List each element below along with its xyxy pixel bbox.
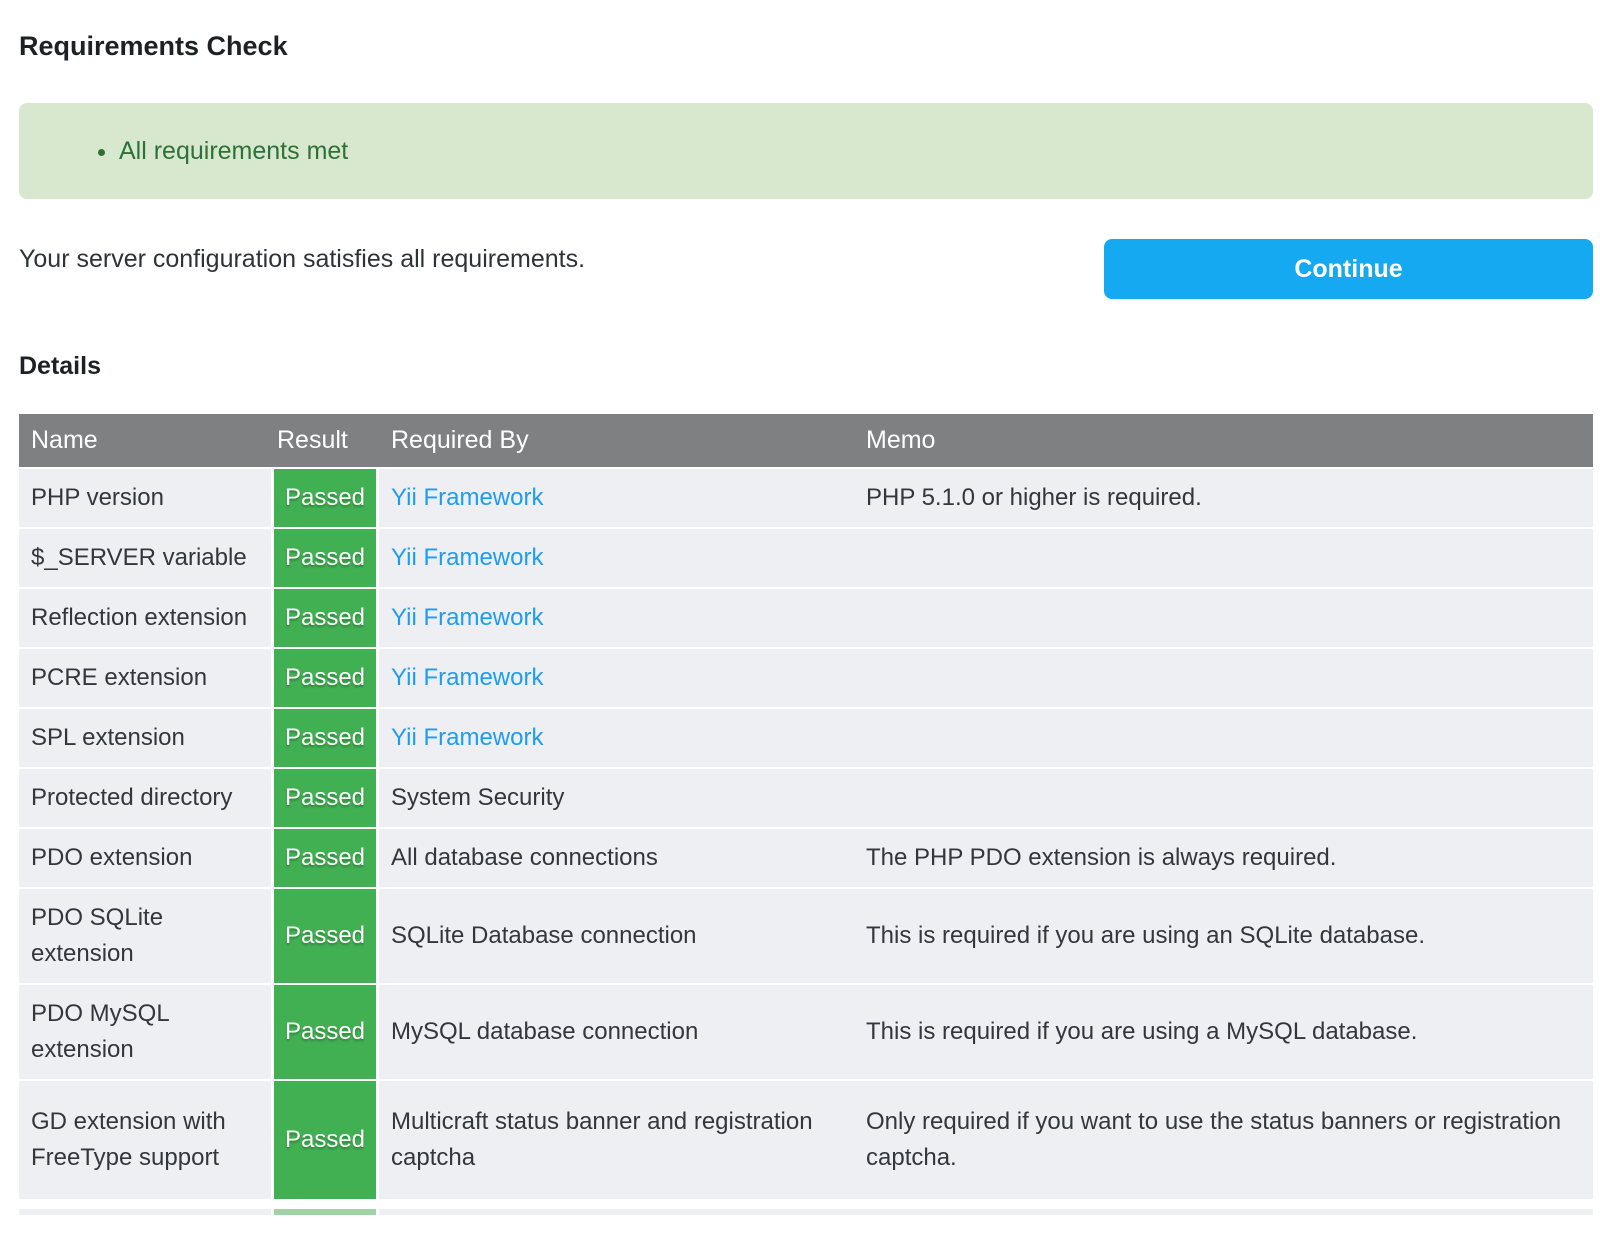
table-row: [19, 769, 1593, 829]
required-by-link[interactable]: Yii Framework: [391, 724, 544, 751]
table-row: [19, 589, 1593, 649]
result-cell: Passed: [271, 829, 379, 889]
page-title: Requirements Check: [19, 31, 288, 61]
memo-cell: [854, 769, 1593, 829]
result-cell: Passed: [271, 709, 379, 769]
name-cell: PDO SQLite extension: [19, 889, 271, 985]
memo-cell: This is required if you are using a MySQL database.: [854, 985, 1593, 1081]
required-by-cell: All database connections: [379, 829, 854, 889]
memo-cell: This is required if you are using an SQLite database.: [854, 889, 1593, 985]
header-result: Result: [271, 414, 379, 469]
required-by-cell: MySQL database connection: [379, 985, 854, 1081]
name-cell: SPL extension: [19, 709, 271, 769]
requirements-alert: [19, 103, 1593, 199]
table-row: [19, 829, 1593, 889]
config-status-row: [19, 239, 1593, 299]
result-cell: Passed: [271, 649, 379, 709]
table-row: [19, 709, 1593, 769]
header-required-by: Required By: [379, 414, 854, 469]
cutoff-name-cell: [19, 1209, 271, 1215]
table-row: [19, 985, 1593, 1081]
table-row: [19, 889, 1593, 985]
result-cell: Passed: [271, 985, 379, 1081]
required-by-link[interactable]: Yii Framework: [391, 604, 544, 631]
name-cell: PCRE extension: [19, 649, 271, 709]
required-by-cell: System Security: [379, 769, 854, 829]
required-by-link[interactable]: Yii Framework: [391, 484, 544, 511]
alert-item: • All requirements met: [119, 136, 348, 166]
cutoff-row: [19, 1209, 1593, 1215]
table-row: [19, 649, 1593, 709]
name-cell: PHP version: [19, 469, 271, 529]
required-by-cell: Multicraft status banner and registration captcha: [379, 1081, 854, 1201]
continue-button[interactable]: Continue: [1104, 239, 1593, 299]
result-cell: Passed: [271, 769, 379, 829]
memo-cell: The PHP PDO extension is always required.: [854, 829, 1593, 889]
table-header-row: [19, 414, 1593, 469]
memo-cell: PHP 5.1.0 or higher is required.: [854, 469, 1593, 529]
table-row: [19, 469, 1593, 529]
name-cell: Protected directory: [19, 769, 271, 829]
name-cell: $_SERVER variable: [19, 529, 271, 589]
table-row: [19, 529, 1593, 589]
header-name: Name: [19, 414, 271, 469]
result-cell: Passed: [271, 529, 379, 589]
required-by-cell: [379, 649, 854, 709]
status-text: Your server configuration satisfies all requirements.: [19, 245, 586, 273]
result-cell: Passed: [271, 889, 379, 985]
required-by-cell: [379, 589, 854, 649]
memo-cell: [854, 649, 1593, 709]
cutoff-result-cell: [274, 1209, 376, 1215]
requirements-table: [19, 414, 1593, 1201]
required-by-cell: [379, 469, 854, 529]
required-by-cell: [379, 529, 854, 589]
memo-cell: [854, 709, 1593, 769]
name-cell: PDO MySQL extension: [19, 985, 271, 1081]
table-row: [19, 1081, 1593, 1201]
memo-cell: [854, 589, 1593, 649]
result-cell: Passed: [271, 589, 379, 649]
header-memo: Memo: [854, 414, 1593, 469]
name-cell: PDO extension: [19, 829, 271, 889]
memo-cell: Only required if you want to use the status banners or registration captcha.: [854, 1081, 1593, 1201]
memo-cell: [854, 529, 1593, 589]
required-by-cell: [379, 709, 854, 769]
alert-list: [19, 136, 348, 166]
required-by-link[interactable]: Yii Framework: [391, 664, 544, 691]
name-cell: Reflection extension: [19, 589, 271, 649]
cutoff-rest-cell: [379, 1209, 1593, 1215]
required-by-cell: SQLite Database connection: [379, 889, 854, 985]
result-cell: Passed: [271, 469, 379, 529]
required-by-link[interactable]: Yii Framework: [391, 544, 544, 571]
details-title: Details: [19, 352, 101, 380]
name-cell: GD extension with FreeType support: [19, 1081, 271, 1201]
result-cell: Passed: [271, 1081, 379, 1201]
